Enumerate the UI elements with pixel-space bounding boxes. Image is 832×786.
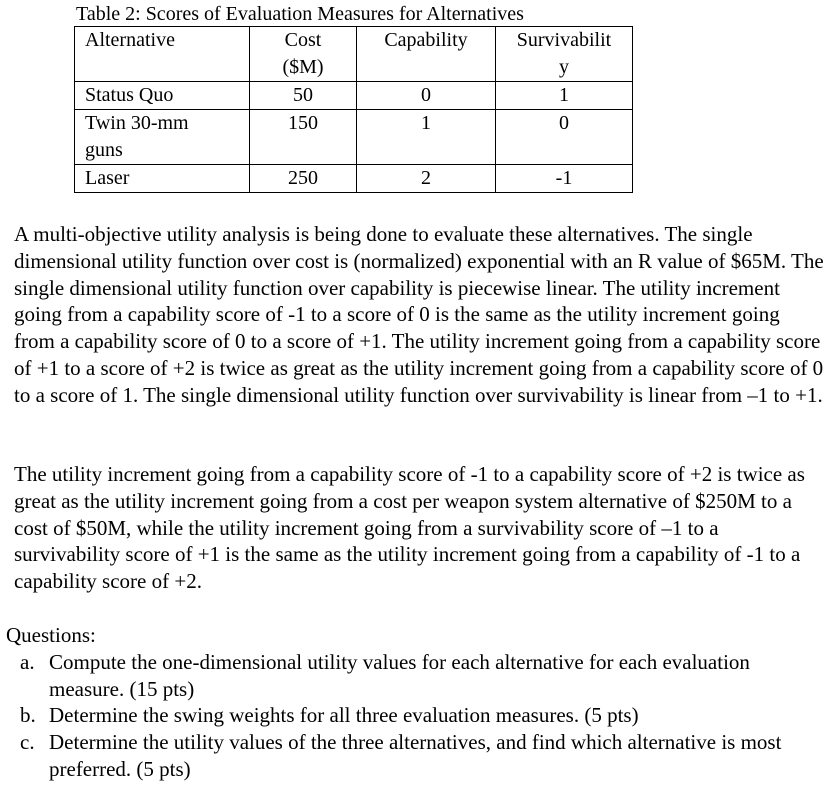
- cell-alternative: Laser: [75, 165, 250, 193]
- header-cost: [250, 27, 357, 82]
- header-survivability-line1: Survivabilit: [516, 29, 612, 51]
- table-header-row: [75, 27, 633, 82]
- questions-list: [6, 649, 826, 783]
- cell-alternative: [75, 110, 250, 165]
- table-caption: Table 2: Scores of Evaluation Measures for Alternatives: [76, 3, 524, 25]
- cell-alternative-line1: Twin 30-mm: [85, 112, 189, 134]
- question-text: Determine the swing weights for all three evaluation measures. (5 pts): [49, 703, 639, 728]
- header-survivability-line2: y: [559, 56, 569, 78]
- questions-section: [6, 622, 826, 783]
- question-text: Compute the one-dimensional utility values for each alternative for each evaluation measure. (15 pts): [49, 649, 750, 701]
- question-text: Determine the utility values of the three alternatives, and find which alternative is most preferred. (5 pts): [49, 730, 782, 781]
- question-marker: c.: [20, 730, 35, 755]
- table-row: [75, 82, 633, 110]
- cell-cost: 150: [250, 110, 357, 165]
- questions-heading: Questions:: [6, 623, 96, 647]
- question-marker: a.: [20, 649, 35, 674]
- question-item: [6, 649, 826, 703]
- question-item: [6, 702, 826, 729]
- scores-table: [74, 26, 633, 193]
- cell-survivability: 0: [496, 110, 633, 165]
- cell-capability: 1: [357, 110, 496, 165]
- header-alternative: Alternative: [75, 27, 250, 82]
- cell-alternative-line2: guns: [85, 139, 123, 161]
- cell-survivability: -1: [496, 165, 633, 193]
- cell-cost: 250: [250, 165, 357, 193]
- table-row: [75, 110, 633, 165]
- header-survivability: [496, 27, 633, 82]
- header-capability: Capability: [357, 27, 496, 82]
- question-item: [6, 729, 826, 783]
- paragraph-swing-weights: The utility increment going from a capability score of -1 to a capability score of +2 is twice as great as the utility increment going from a cost per weapon system alternative of $250M to a cost of $50M, while the utility increment going from a survivability score of –1 to a survivability score of +1 is the same as the utility increment going from a capability of -1 to a capability score of +2.: [14, 462, 805, 594]
- paragraph-utility-description: A multi-objective utility analysis is being done to evaluate these alternatives. The single dimensional utility function over cost is (normalized) exponential with an R value of $65M. The single dimensional utility function over capability is piecewise linear. The utility increment going from a capability score of -1 to a score of 0 is the same as the utility increment going from a capability score of 0 to a score of +1. The utility increment going from a capability score of +1 to a score of +2 is twice as great as the utility increment going from a capability score of 0 to a score of 1. The single dimensional utility function over survivability is linear from –1 to +1.: [14, 222, 824, 407]
- header-cost-line1: Cost: [284, 29, 322, 51]
- cell-alternative: Status Quo: [75, 82, 250, 110]
- cell-capability: 0: [357, 82, 496, 110]
- table-row: [75, 165, 633, 193]
- question-marker: b.: [20, 703, 36, 728]
- cell-capability: 2: [357, 165, 496, 193]
- cell-cost: 50: [250, 82, 357, 110]
- header-cost-line2: ($M): [282, 56, 324, 78]
- cell-survivability: 1: [496, 82, 633, 110]
